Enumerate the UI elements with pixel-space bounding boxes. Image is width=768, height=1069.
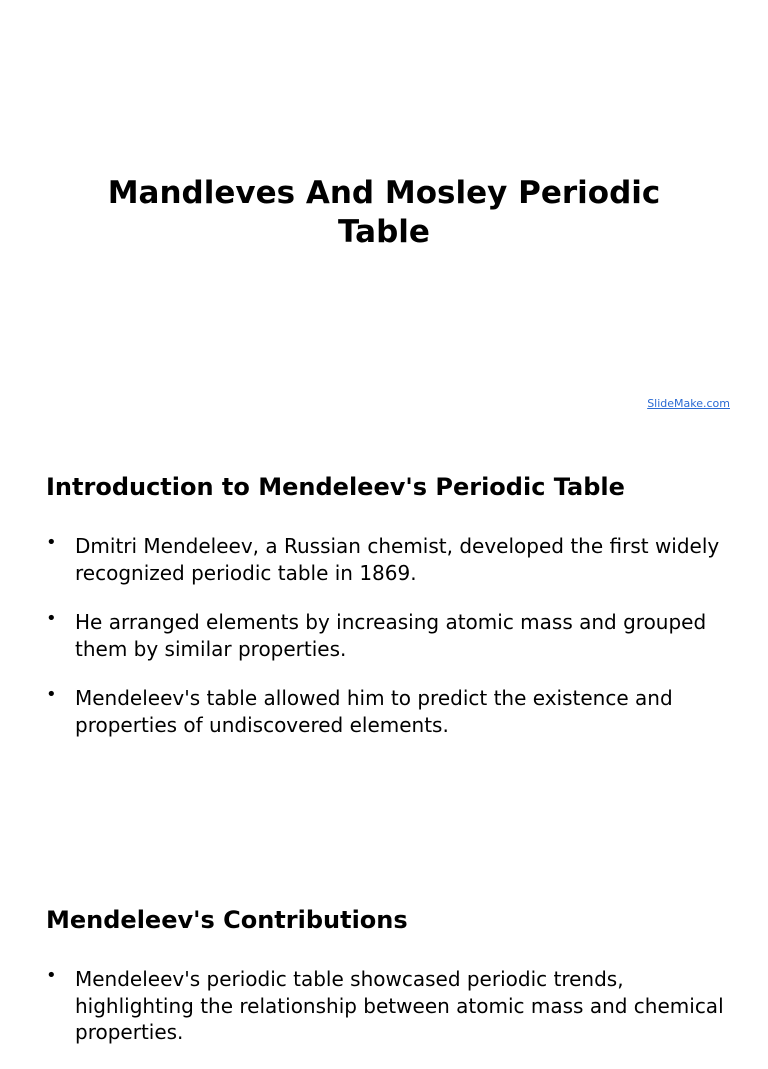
list-item — [46, 609, 736, 662]
list-item — [46, 685, 736, 738]
bullet-icon: • — [46, 684, 57, 705]
contributions-bullet-list — [46, 966, 736, 1069]
slidemake-link[interactable]: SlideMake.com — [647, 397, 730, 410]
section-heading-contributions: Mendeleev's Contributions — [46, 906, 408, 934]
list-item — [46, 533, 736, 586]
list-item — [46, 966, 736, 1046]
introduction-bullet-list — [46, 533, 736, 761]
bullet-text: He arranged elements by increasing atomic mass and grouped them by similar properties. — [75, 610, 707, 661]
bullet-icon: • — [46, 532, 57, 553]
section-heading-introduction: Introduction to Mendeleev's Periodic Table — [46, 473, 625, 501]
bullet-text: Mendeleev's table allowed him to predict the existence and properties of undiscovered elements. — [75, 686, 673, 737]
bullet-text: Mendeleev's periodic table showcased periodic trends, highlighting the relationship between atomic mass and chemical properties. — [75, 967, 724, 1044]
page-title: Mandleves And Mosley Periodic Table — [107, 175, 661, 250]
bullet-text: Dmitri Mendeleev, a Russian chemist, developed the first widely recognized periodic table in 1869. — [75, 534, 720, 585]
bullet-icon: • — [46, 965, 57, 986]
bullet-icon: • — [46, 608, 57, 629]
